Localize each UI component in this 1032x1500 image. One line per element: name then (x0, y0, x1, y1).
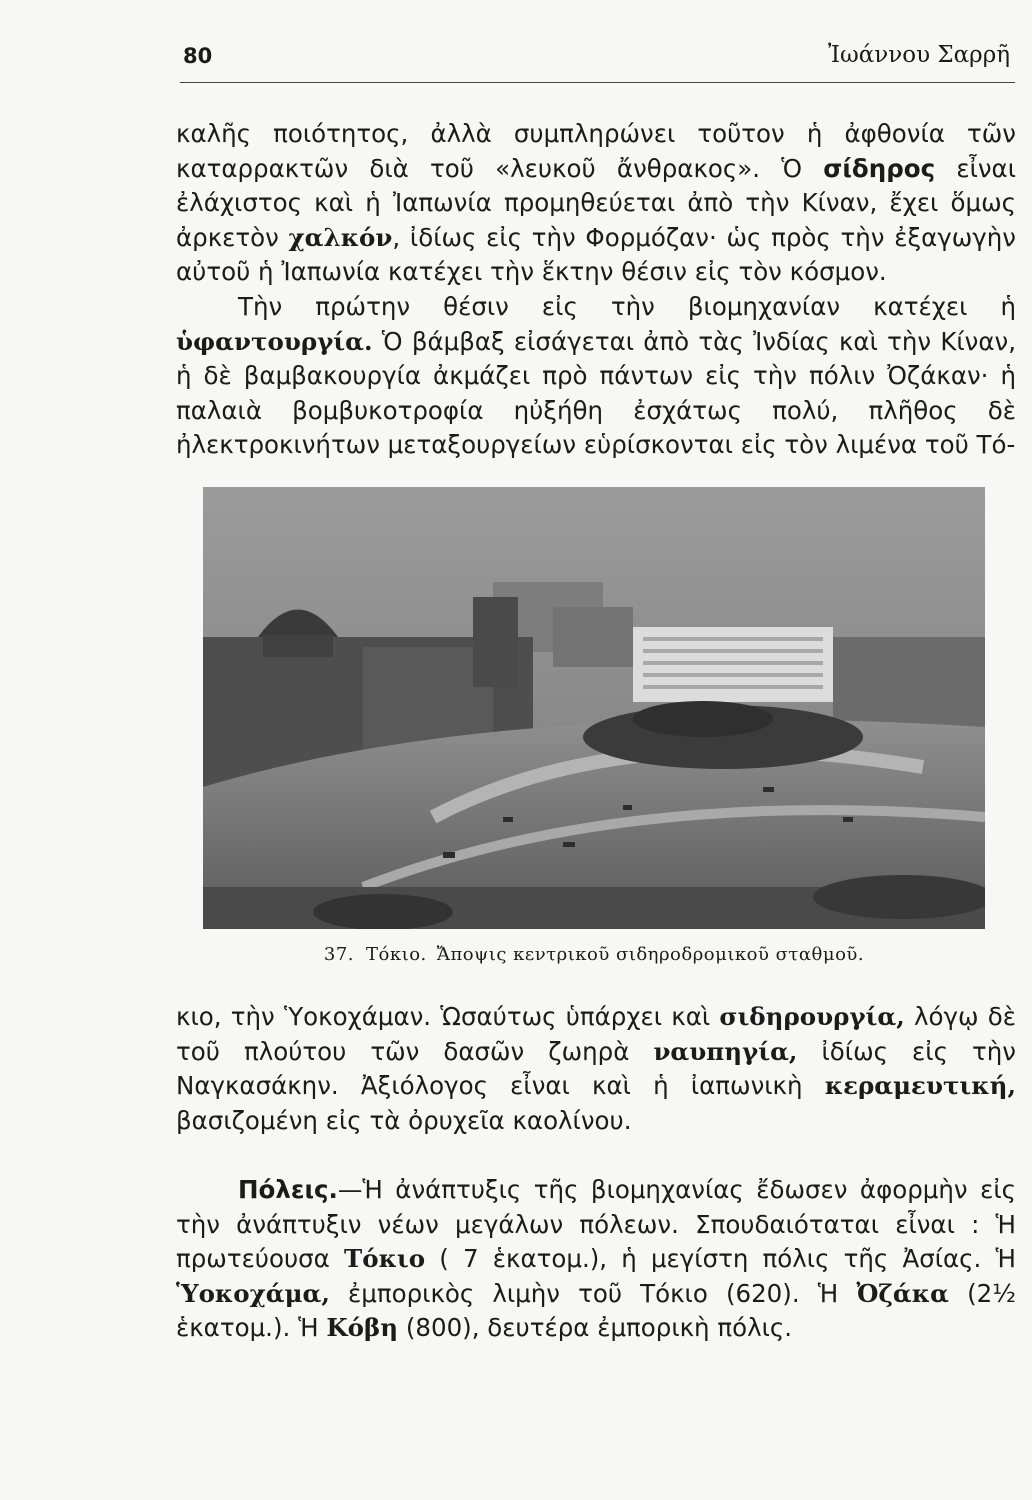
text-run: Τὴν πρώτην θέσιν εἰς τὴν βιομηχανίαν κατέχει ἡ (238, 291, 1016, 321)
figure-description: Ἄποψις κεντρικοῦ σιδηροδρομικοῦ σταθμοῦ. (436, 944, 865, 965)
text-run: ἰδίως εἰς τὴν Ναγκασάκην. Ἀξιόλογος εἶναι καὶ ἡ ἰαπωνικὴ (176, 1036, 1016, 1101)
paragraph-text (176, 1000, 1016, 1138)
page-number: 80 (183, 44, 213, 68)
text-run: βασιζομένη εἰς τὰ ὀρυχεῖα καολίνου. (176, 1105, 632, 1135)
header-rule (180, 82, 1015, 83)
text-run: (2½ ἑκατομ.). Ἡ (176, 1278, 1016, 1343)
text-run: εἶναι ἐλάχιστος καὶ ἡ Ἰαπωνία προμηθεύεται ἀπὸ τὴν Κίναν, ἔχει ὅμως ἀρκετὸν (176, 153, 1016, 252)
paragraph-mining (176, 117, 1016, 463)
paragraph-industries (176, 1000, 1016, 1138)
running-title: Ἰωάννου Σαρρῆ (828, 42, 1010, 68)
bold-city-osaka: Ὀζάκα (856, 1278, 949, 1308)
paragraph-text (176, 117, 1016, 290)
section-heading-cities: Πόλεις. (238, 1175, 338, 1204)
bold-term-textile: ὑφαντουργία. (176, 326, 373, 356)
text-run: —Ἡ ἀνάπτυξις τῆς βιομηχανίας ἔδωσεν ἀφορμὴν εἰς τὴν ἀνάπτυξιν νέων μεγάλων πόλεων. Σπουδαιόταται εἶναι : Ἡ πρωτεύουσα (176, 1175, 1016, 1274)
bold-city-yokohama: Ὑοκοχάμα, (176, 1278, 330, 1308)
figure-number: 37. (323, 944, 355, 965)
text-run: , ἰδίως εἰς τὴν Φορμόζαν· ὡς πρὸς τὴν ἐξαγωγὴν αὐτοῦ ἡ Ἰαπωνία κατέχει τὴν ἕκτην θέσιν εἰς τὸν κόσμον. (176, 222, 1016, 287)
paragraph-textile (176, 290, 1016, 463)
figure-caption (203, 944, 985, 965)
bold-term-ironworks: σιδηρουργία, (719, 1002, 905, 1031)
paragraph-cities (176, 1173, 1016, 1346)
text-run: ἐμπορικὸς λιμὴν τοῦ Τόκιο (620). Ἡ (329, 1278, 857, 1308)
bold-city-tokyo: Τόκιο (344, 1244, 426, 1274)
bold-term-shipbuilding: ναυπηγία, (653, 1036, 798, 1066)
figure-place: Τόκιο. (366, 944, 427, 965)
text-run: Ὁ βάμβαξ εἰσάγεται ἀπὸ τὰς Ἰνδίας καὶ τὴν Κίναν, ἡ δὲ βαμβακουργία ἀκμάζει πρὸ πάντων εἰς τὴν πόλιν Ὀζάκαν· ἡ παλαιὰ βομβυκοτροφία ηὐξήθη ἐσχάτως πολύ, πλῆθος δὲ ἠλεκτροκινήτων μεταξουργείων εὑρίσκονται εἰς τὸν λιμένα τοῦ Τό- (176, 326, 1016, 460)
text-run: λόγῳ δὲ τοῦ πλούτου τῶν δασῶν ζωηρὰ (176, 1002, 1017, 1066)
paragraph-text (176, 1173, 1016, 1346)
bold-term-ceramics: κεραμευτική, (824, 1071, 1016, 1101)
text-run: καλῆς ποιότητος, ἀλλὰ συμπληρώνει τοῦτον ἡ ἀφθονία τῶν καταρρακτῶν διὰ τοῦ «λευκοῦ ἄνθρακος». Ὁ (176, 119, 1016, 183)
text-run: ( 7 ἑκατομ.), ἡ μεγίστη πόλις τῆς Ἀσίας. Ἡ (425, 1244, 1016, 1274)
bold-term-copper: χαλκόν (288, 222, 393, 252)
text-run: κιο, τὴν Ὑοκοχάμαν. Ὡσαύτως ὑπάρχει καὶ (176, 1002, 720, 1031)
photo-tokyo-station (203, 487, 985, 929)
bold-city-kobe: Κόβη (326, 1313, 399, 1343)
text-run: (800), δευτέρα ἐμπορικὴ πόλις. (398, 1313, 793, 1343)
bold-term-iron: σίδηρος (823, 153, 936, 183)
